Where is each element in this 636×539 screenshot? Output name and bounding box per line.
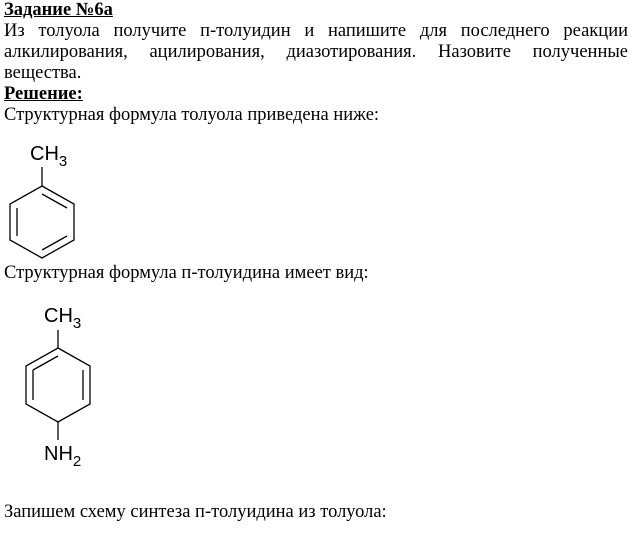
toluidine-double-bond-3 — [33, 356, 58, 370]
toluene-structure-drawing — [4, 126, 124, 263]
toluidine-amino-label: $NH_2$ — [44, 443, 82, 470]
toluidine-methyl-label: $CH_3$ — [44, 305, 82, 332]
toluidine-ring — [26, 348, 90, 422]
toluene-intro: Структурная формула толуола приведена ниже: — [4, 105, 380, 125]
synthesis-intro: Запишем схему синтеза п-толуидина из толуола: — [4, 502, 387, 522]
solution-heading-line — [4, 84, 628, 105]
task-heading-line — [4, 0, 628, 21]
task-title: Задание №6а — [4, 0, 113, 20]
solution-title: Решение: — [4, 84, 83, 104]
toluene-double-bond-1 — [42, 194, 67, 208]
toluene-structure — [4, 126, 628, 263]
document-page — [4, 0, 628, 523]
toluene-double-bond-2 — [42, 236, 67, 250]
toluidine-intro: Структурная формула п-толуидина имеет вид: — [4, 263, 369, 283]
toluidine-structure — [4, 284, 628, 502]
toluene-ring — [10, 186, 74, 258]
task-text: Из толуола получите п-толуидин и напишите для последнего реакции алкилирования, ацилирования, диазотирования. Назовите полученные вещества. — [4, 21, 628, 83]
toluidine-structure-drawing — [4, 284, 124, 502]
toluene-methyl-label: $CH_3$ — [30, 143, 68, 170]
